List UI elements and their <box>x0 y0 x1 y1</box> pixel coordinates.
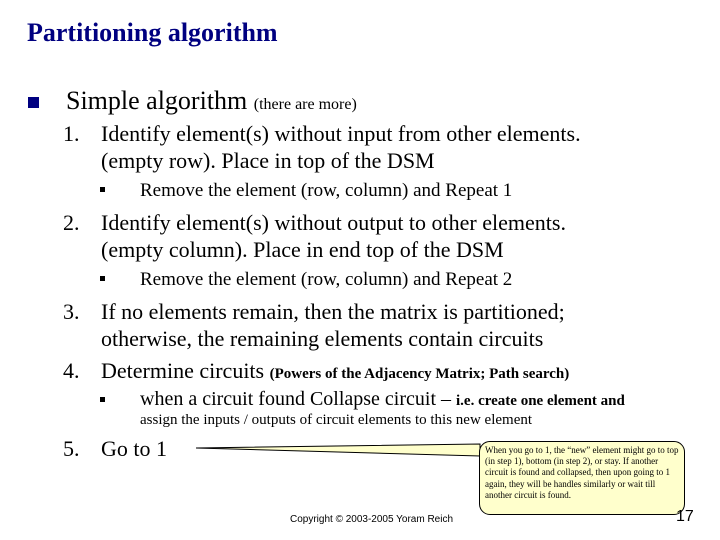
square-bullet-icon <box>28 97 39 108</box>
step-2-line-1 <box>63 210 566 236</box>
step-1-line-2: (empty row). Place in top of the DSM <box>101 148 435 173</box>
step-3-line-1 <box>63 299 565 325</box>
step-1-text: Identify element(s) without input from other elements. <box>101 121 581 146</box>
step-2-line-2: (empty column). Place in end top of the DSM <box>101 237 504 262</box>
step-1-number: 1. <box>63 121 80 146</box>
step-2-number: 2. <box>63 210 80 235</box>
main-bullet <box>66 86 357 116</box>
step-4-sub-main: when a circuit found Collapse circuit – <box>140 388 452 410</box>
step-3-number: 3. <box>63 299 80 324</box>
step-2-text: Identify element(s) without output to other elements. <box>101 210 566 235</box>
callout-note: When you go to 1, the “new” element might go to top (in step 1), bottom (in step 2), or stay. If another circuit is found and collapsed, then upon going to 1 again, they will be handles similarly or wait till another circuit is found. <box>479 441 685 515</box>
copyright-text: Copyright © 2003-2005 Yoram Reich <box>290 514 454 525</box>
step-5-number: 5. <box>63 436 80 461</box>
slide-title: Partitioning algorithm <box>27 18 278 47</box>
page-number: 17 <box>676 508 694 525</box>
step-4-sub-note: i.e. create one element and <box>456 393 625 409</box>
sub-bullet-icon <box>100 276 105 281</box>
main-bullet-note: (there are more) <box>253 96 357 113</box>
step-4-number: 4. <box>63 358 80 383</box>
step-3-text: If no elements remain, then the matrix is partitioned; <box>101 299 565 324</box>
step-2-sub: Remove the element (row, column) and Repeat 2 <box>140 269 513 290</box>
step-4-sub-cont: assign the inputs / outputs of circuit elements to this new element <box>140 412 533 428</box>
step-4-note: (Powers of the Adjacency Matrix; Path search) <box>269 366 570 382</box>
step-3-line-2: otherwise, the remaining elements contain circuits <box>101 326 544 351</box>
step-5-text: Go to 1 <box>101 436 167 461</box>
step-1-line-1 <box>63 121 581 147</box>
step-4-sub <box>140 388 625 411</box>
step-5-line-1 <box>63 436 167 462</box>
sub-bullet-icon <box>100 187 105 192</box>
sub-bullet-icon <box>100 397 105 402</box>
step-4-line-1 <box>63 358 569 387</box>
step-1-sub: Remove the element (row, column) and Repeat 1 <box>140 180 513 201</box>
step-4-text: Determine circuits <box>101 358 265 383</box>
main-bullet-text: Simple algorithm <box>66 86 248 115</box>
